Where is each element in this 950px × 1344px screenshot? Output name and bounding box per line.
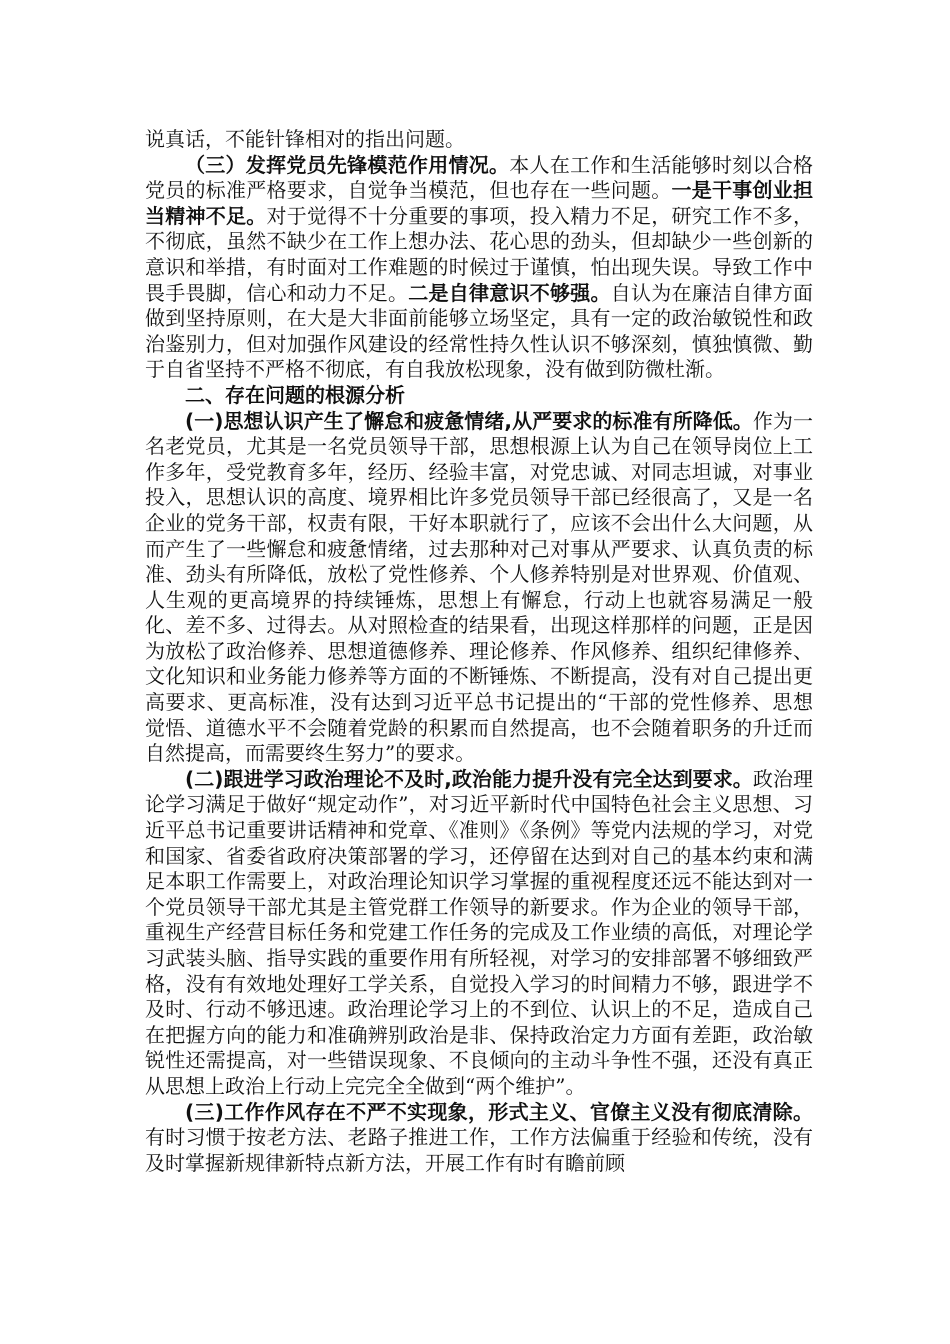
paragraph-root-cause-1: [145, 409, 813, 767]
paragraph-text: 本人在工作和生活能够时刻以合格党员的标准严格要求，自觉争当模范，但也存在一些问题。: [145, 152, 814, 203]
point-heading: 二是自律意识不够强。: [408, 280, 611, 305]
subsection-heading: （三）发挥党员先锋模范作用情况。: [185, 152, 510, 177]
paragraph-continuation: 说真话，不能针锋相对的指出问题。: [145, 127, 465, 151]
paragraph-text: 作为一名老党员，尤其是一名党员领导干部，思想根源上认为自己在领导岗位上工作多年，受党教育多年，经历、经验丰富，对党忠诚、对同志坦诚，对事业投入，思想认识的高度、境界相比许多党员领导干部已经很高了，又是一名企业的党务干部，权责有限，干好本职就行了，应该不会出什么大问题，从而产生了一些懈怠和疲惫情绪，过去那种对己对事从严要求、认真负责的标准、劲头有所降低，放松了党性修养、个人修养特别是对世界观、价值观、人生观的更高境界的持续锤炼，思想上有懈怠，行动上也就容易满足一般化、差不多、过得去。从对照检查的结果看，出现这样那样的问题，正是因为放松了政治修养、思想道德修养、理论修养、作风修养、组织纪律修养、文化知识和业务能力修养等方面的不断锤炼、不断提高，没有对自己提出更高要求、更高标准，没有达到习近平总书记提出的“干部的党性修养、思想觉悟、道德水平不会随着党龄的积累而自然提高，也不会随着职务的升迁而自然提高，而需要终生努力”的要求。: [145, 408, 813, 766]
paragraph-root-cause-3: [145, 1100, 813, 1177]
section-heading: 二、存在问题的根源分析: [185, 382, 405, 407]
paragraph-text: 对于觉得不十分重要的事项，投入精力不足，研究工作不多，不彻底，虽然不缺少在工作上想办法、花心思的劲头，但却缺少一些创新的意识和举措，有时面对工作难题的时候过于谨慎，怕出现失误。导致工作中畏手畏脚，信心和动力不足。: [145, 203, 813, 305]
document-body: [145, 127, 813, 1176]
subsection-heading: (三)工作作风存在不严不实现象，形式主义、官僚主义没有彻底清除。: [185, 1099, 813, 1124]
paragraph-text: 政治理论学习满足于做好“规定动作”，对习近平新时代中国特色社会主义思想、习近平总书记重要讲话精神和党章、《准则》《条例》等党内法规的学习，对党和国家、省委省政府决策部署的学习，还停留在达到对自己的基本约束和满足本职工作需要上，对政治理论知识学习掌握的重视程度还远不能达到对一个党员领导干部尤其是主管党群工作领导的新要求。作为企业的领导干部，重视生产经营目标任务和党建工作任务的完成及工作业绩的高低，对理论学习武装头脑、指导实践的重要作用有所轻视，对学习的安排部署不够细致严格，没有有效地处理好工学关系，自觉投入学习的时间精力不够，跟进学不及时、行动不够迅速。政治理论学习上的不到位、认识上的不足，造成自己在把握方向的能力和准确辨别政治是非、保持政治定力方面有差距，政治敏锐性还需提高，对一些错误现象、不良倾向的主动斗争性不强，还没有真正从思想上政治上行动上完完全全做到“两个维护”。: [145, 766, 813, 1098]
point-heading: 一是干事创业担当精神不足。: [145, 178, 813, 228]
subsection-heading: (二)跟进学习政治理论不及时,政治能力提升没有完全达到要求。: [185, 766, 753, 791]
paragraph-text: 自认为在廉洁自律方面做到坚持原则，在大是大非面前能够立场坚定，具有一定的政治敏锐性和政治鉴别力，但对加强作风建设的经常性持久性认识不够深刻，慎独慎微、勤于自省坚持不严格不彻底，有自我放松现象，没有做到防微杜渐。: [145, 280, 813, 382]
subsection-heading: (一)思想认识产生了懈怠和疲惫情绪,从严要求的标准有所降低。: [185, 408, 753, 433]
paragraph-party-member-role: [145, 153, 813, 383]
paragraph-root-cause-2: [145, 767, 813, 1100]
paragraph-text: 有时习惯于按老方法、老路子推进工作，工作方法偏重于经验和传统，没有及时掌握新规律新特点新方法，开展工作有时有瞻前顾: [145, 1125, 813, 1175]
